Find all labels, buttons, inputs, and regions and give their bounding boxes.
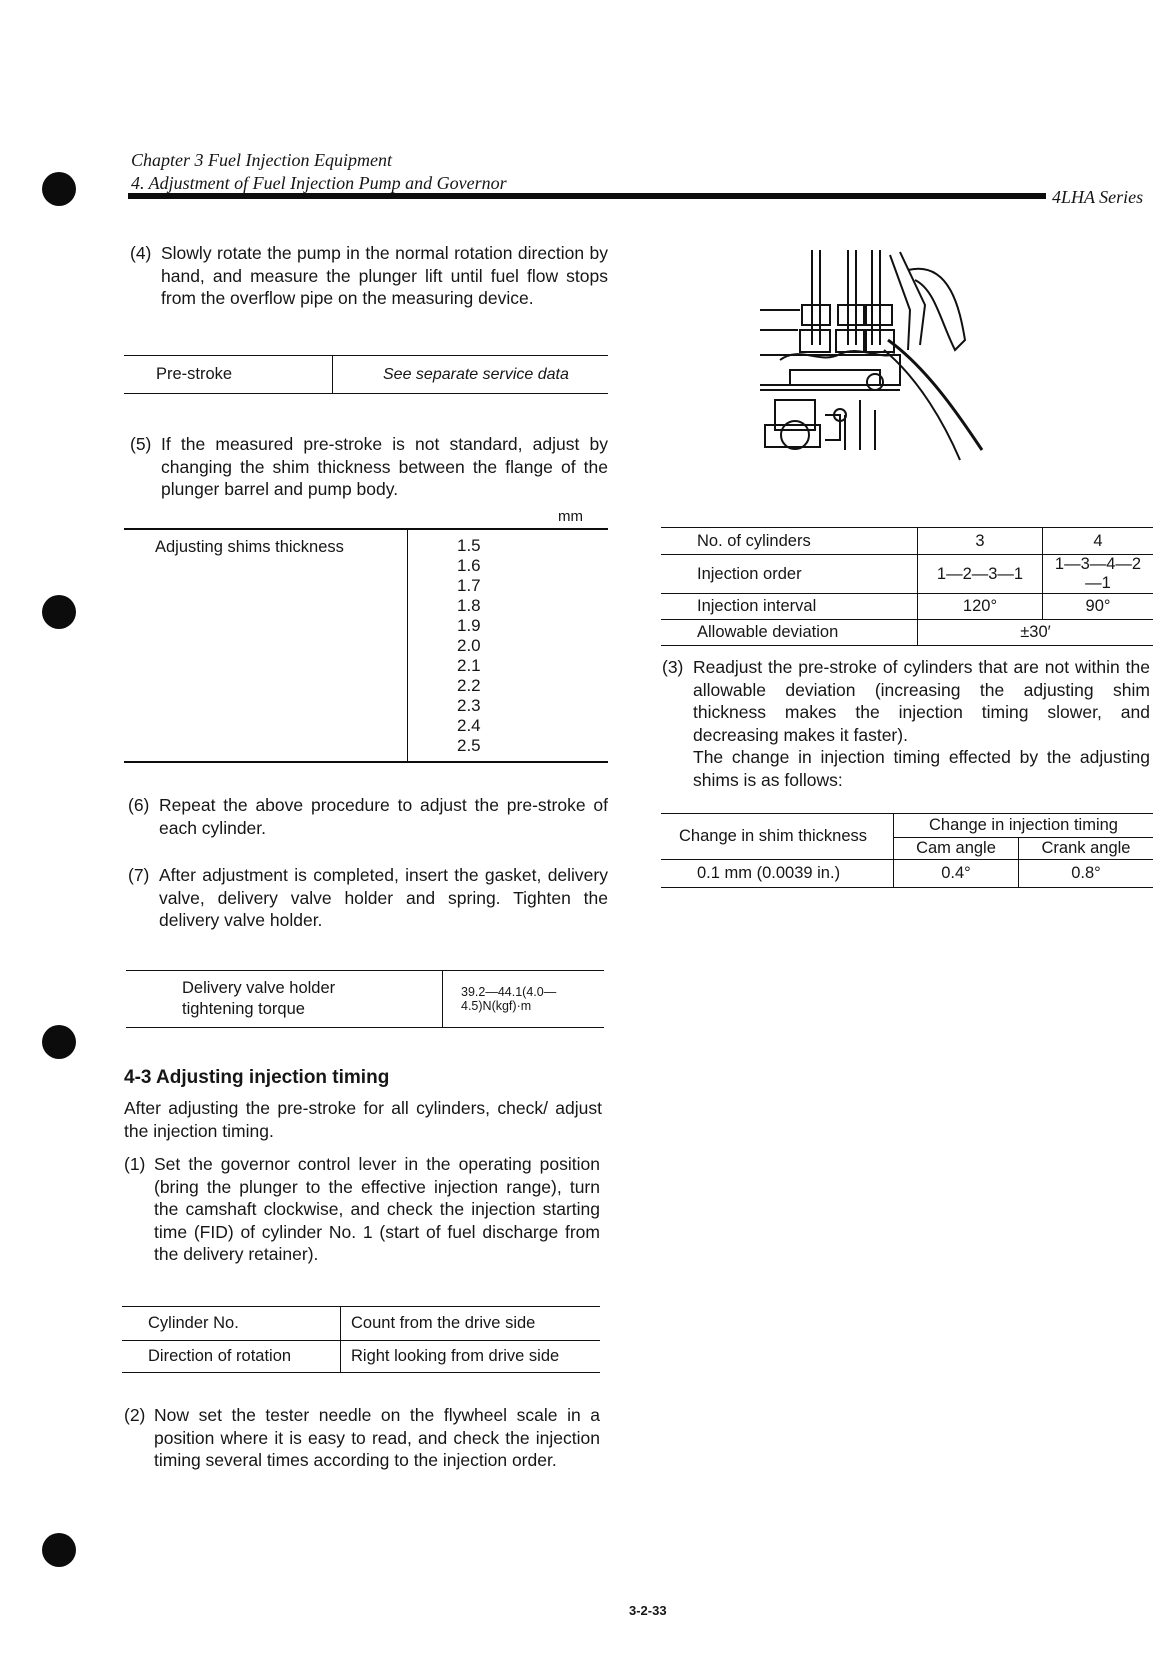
cylinder-value: Count from the drive side (341, 1307, 601, 1341)
paragraph-text: If the measured pre-stroke is not standard, adjust by changing the shim thickness between the flange of the plunger barrel and pump body. (161, 434, 608, 499)
deviation-value: ±30′ (918, 620, 1154, 646)
paragraph-number: (6) (128, 795, 150, 815)
shim-value: 2.2 (457, 676, 481, 695)
shim-value: 1.8 (457, 596, 481, 615)
binder-hole (42, 1025, 76, 1059)
paragraph-7 (128, 864, 608, 932)
chapter-title: Chapter 3 Fuel Injection Equipment (131, 150, 392, 170)
order-label: Injection order (697, 564, 802, 583)
order-4: 1—3—4—2—1 (1043, 555, 1154, 594)
crank-angle-header: Crank angle (1019, 838, 1154, 860)
order-3: 1—2—3—1 (918, 555, 1043, 594)
paragraph-3 (662, 656, 1150, 791)
shim-value: 2.3 (457, 696, 481, 715)
torque-label-line1: Delivery valve holder (182, 979, 336, 997)
cam-angle-header: Cam angle (894, 838, 1019, 860)
paragraph-4 (130, 242, 608, 310)
binder-hole (42, 1533, 76, 1567)
shim-value: 1.6 (457, 556, 481, 575)
pump-illustration (760, 250, 1040, 490)
cyl-3-header: 3 (918, 528, 1043, 555)
rotation-label: Direction of rotation (148, 1347, 292, 1365)
paragraph-text: Slowly rotate the pump in the normal rotation direction by hand, and measure the plunger lift until fuel flow stops from the overflow pipe on the measuring device. (161, 243, 608, 308)
paragraph-6 (128, 794, 608, 839)
table-rule (124, 528, 608, 530)
prestroke-table (124, 355, 608, 394)
section-title: 4. Adjustment of Fuel Injection Pump and Governor (131, 173, 507, 193)
cyl-4-header: 4 (1043, 528, 1154, 555)
table-rule (124, 761, 608, 763)
prestroke-value: See separate service data (333, 356, 609, 394)
paragraph-5 (130, 433, 608, 501)
paragraph-text: After adjustment is completed, insert the gasket, delivery valve, delivery valve holder and spring. Tighten the delivery valve holder. (159, 865, 608, 930)
shim-value: 1.5 (457, 536, 481, 555)
binder-hole (42, 172, 76, 206)
cyl-count-label: No. of cylinders (697, 531, 811, 550)
shim-label: Adjusting shims thickness (155, 538, 344, 556)
cam-angle-value: 0.4° (894, 860, 1019, 888)
crank-angle-value: 0.8° (1019, 860, 1154, 888)
shim-value: 2.1 (457, 656, 481, 675)
header-rule (128, 193, 1046, 199)
injection-order-table (661, 527, 1153, 646)
section-heading: 4-3 Adjusting injection timing (124, 1067, 390, 1088)
cylinder-table (122, 1306, 600, 1373)
shim-change-header: Change in shim thickness (661, 814, 894, 860)
shim-value: 1.9 (457, 616, 481, 635)
deviation-label: Allowable deviation (697, 623, 839, 641)
paragraph-number: (4) (130, 243, 152, 263)
interval-label: Injection interval (697, 597, 817, 615)
rotation-value: Right looking from drive side (341, 1341, 601, 1373)
shim-value: 2.5 (457, 736, 481, 755)
section-intro: After adjusting the pre-stroke for all cylinders, check/ adjust the injection timing. (124, 1098, 602, 1141)
interval-4: 90° (1043, 594, 1154, 620)
shim-change-value: 0.1 mm (0.0039 in.) (697, 864, 841, 882)
paragraph-text-2: The change in injection timing effected by the adjusting shims is as follows: (693, 747, 1150, 790)
paragraph-number: (5) (130, 434, 152, 454)
torque-label-line2: tightening torque (182, 1000, 305, 1018)
interval-3: 120° (918, 594, 1043, 620)
paragraph-4-3-1 (124, 1153, 600, 1266)
paragraph-number: (3) (662, 657, 684, 677)
prestroke-label: Pre-stroke (156, 365, 233, 383)
paragraph-number: (7) (128, 865, 150, 885)
shim-effect-table (661, 813, 1153, 888)
paragraph-text: Set the governor control lever in the operating position (bring the plunger to the effective injection range), turn the camshaft clockwise, and check the injection starting time (FID) of cylinder No. 1 (start of fuel discharge from the delivery retainer). (154, 1154, 600, 1264)
paragraph-text: Repeat the above procedure to adjust the pre-stroke of each cylinder. (159, 795, 608, 838)
paragraph-text: Readjust the pre-stroke of cylinders that are not within the allowable deviation (increasing the adjusting shim thickness makes the injection timing slower, and decreasing makes it faster). (693, 657, 1150, 745)
cylinder-label: Cylinder No. (148, 1314, 239, 1332)
table-divider (407, 529, 408, 762)
binder-hole (42, 595, 76, 629)
shim-value: 1.7 (457, 576, 481, 595)
paragraph-4-3-2 (124, 1404, 600, 1472)
unit-label: mm (558, 508, 583, 525)
paragraph-text: Now set the tester needle on the flywheel scale in a position where it is easy to read, and check the injection timing several times according to the injection order. (154, 1405, 600, 1470)
paragraph-number: (2) (124, 1405, 146, 1425)
page-number: 3-2-33 (629, 1603, 667, 1618)
paragraph-number: (1) (124, 1154, 146, 1174)
torque-table (126, 970, 604, 1028)
shim-value: 2.0 (457, 636, 481, 655)
shim-values (457, 536, 481, 756)
shim-value: 2.4 (457, 716, 481, 735)
timing-change-header: Change in injection timing (894, 814, 1154, 838)
torque-value: 39.2—44.1(4.0—4.5)N(kgf)·m (443, 971, 605, 1028)
series-label: 4LHA Series (1052, 187, 1144, 207)
